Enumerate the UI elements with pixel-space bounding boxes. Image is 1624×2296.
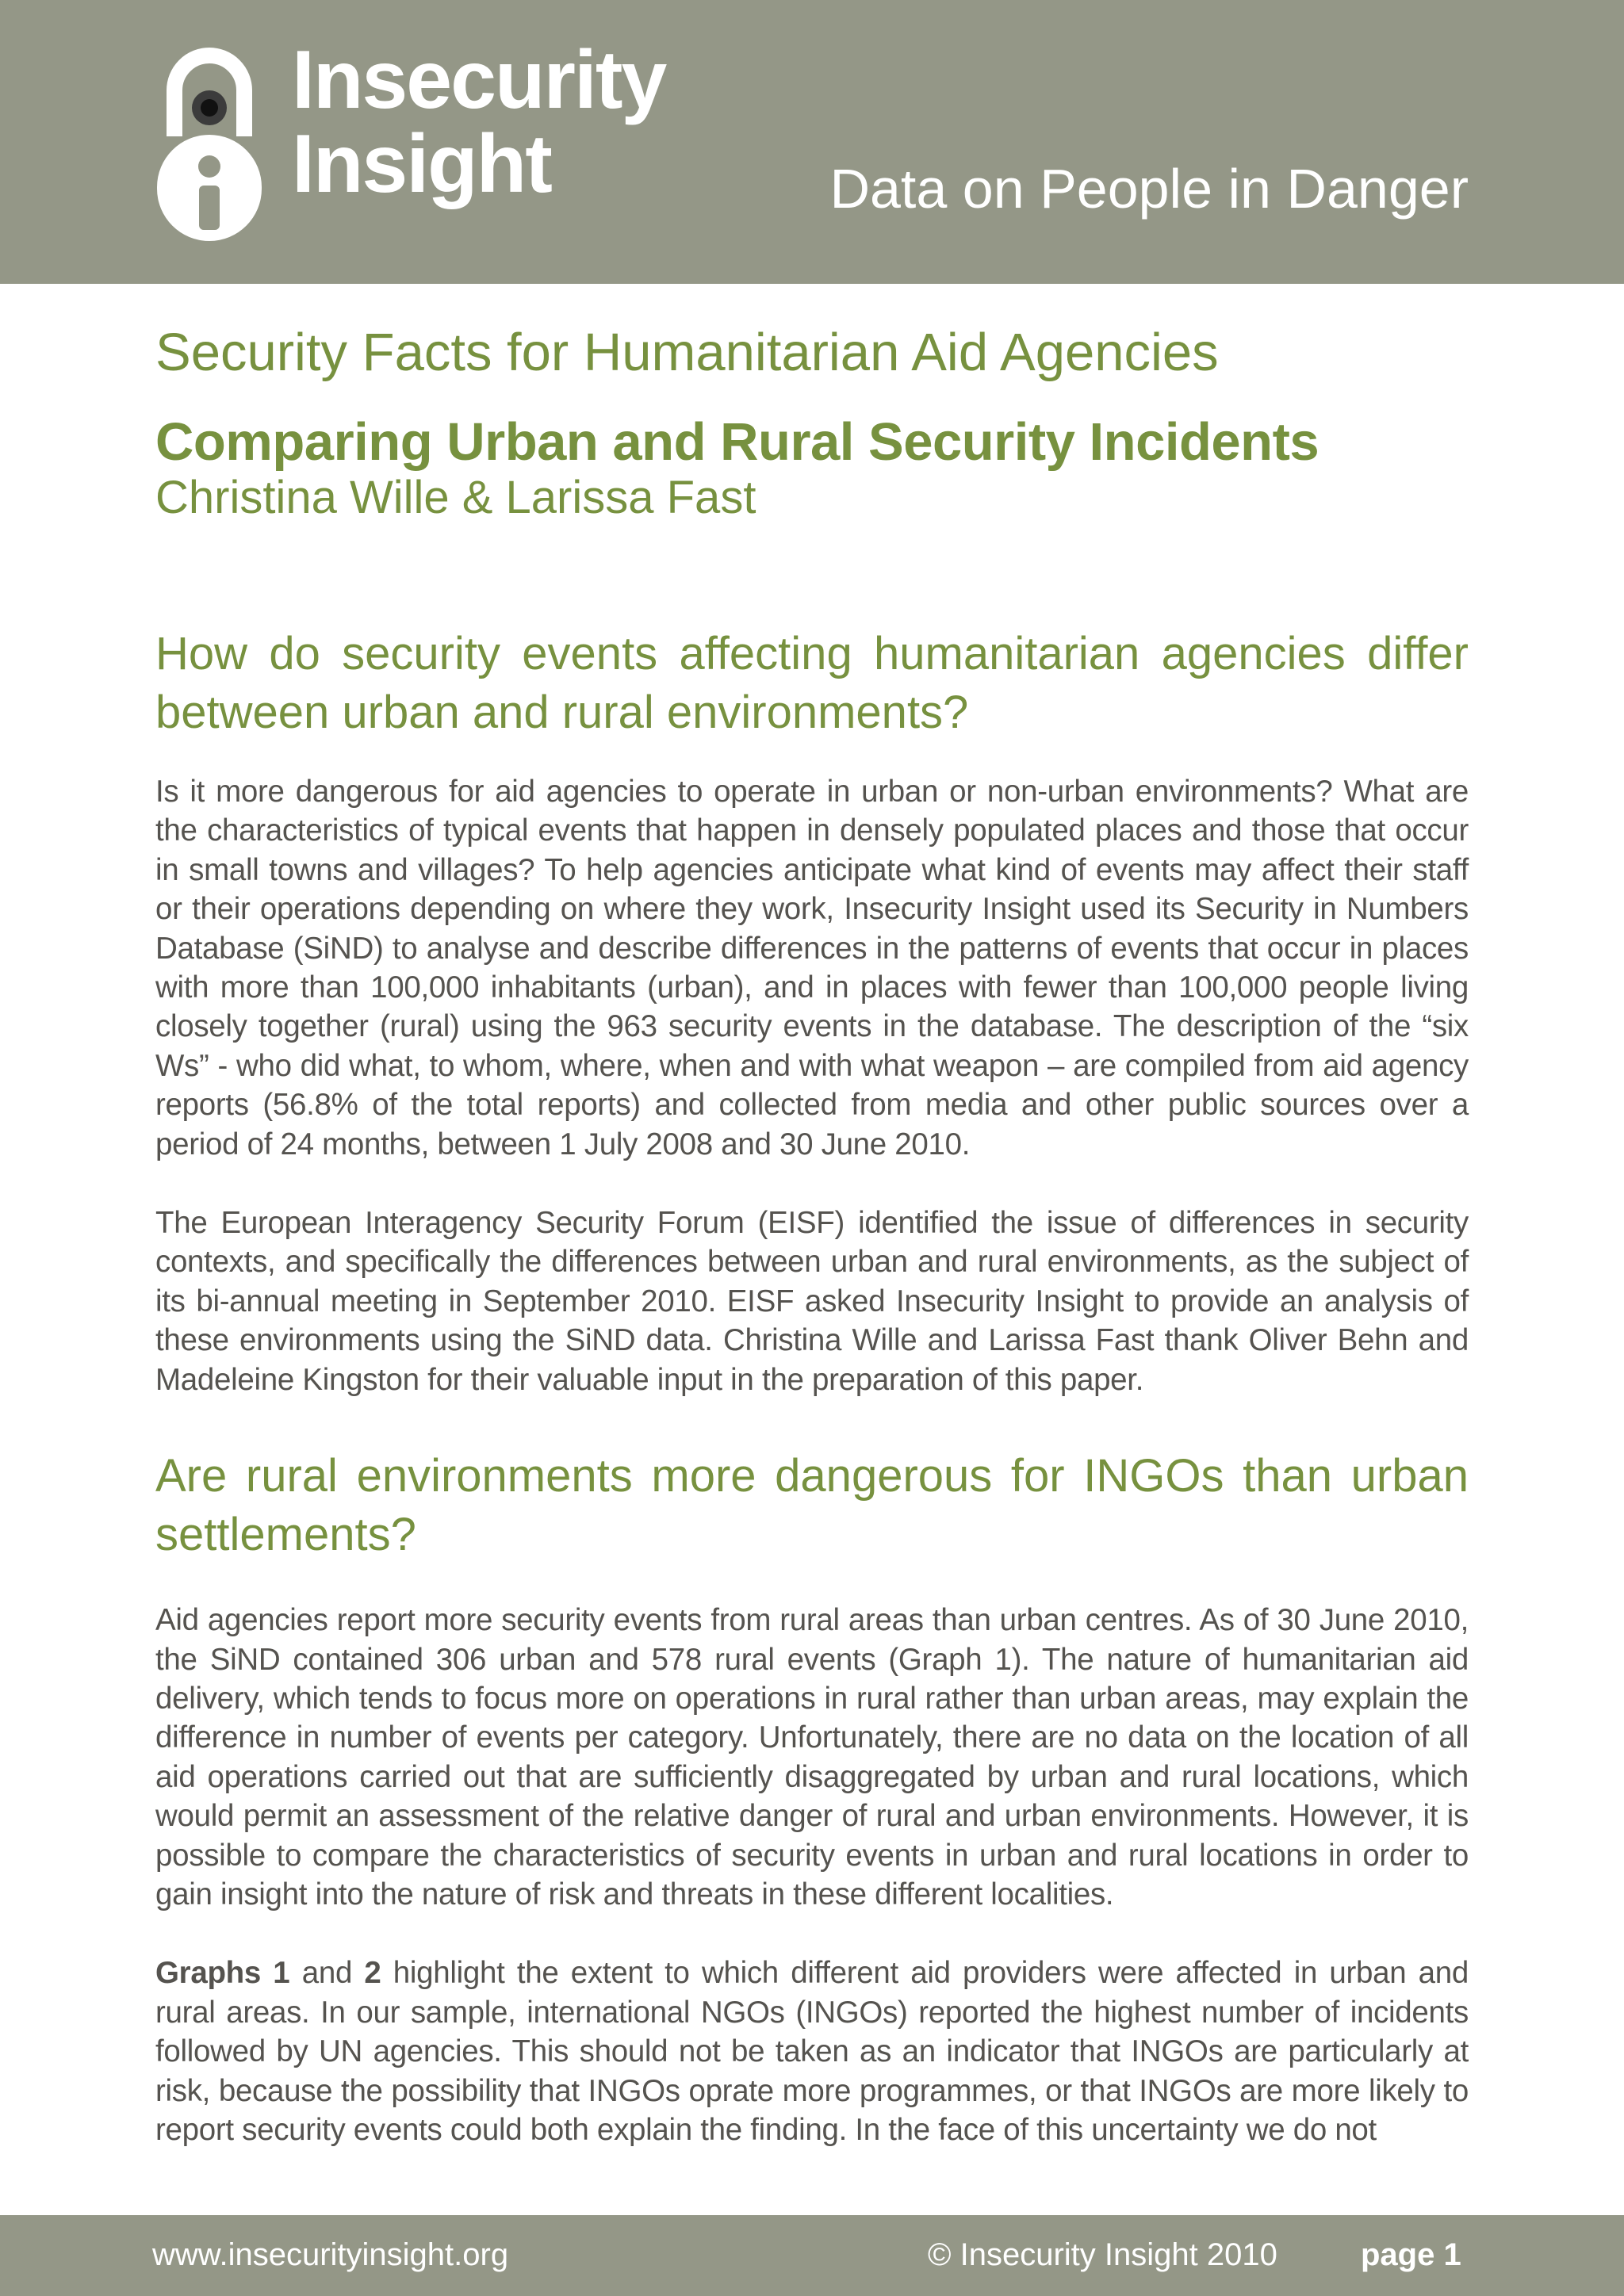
page-title: Comparing Urban and Rural Security Incidents — [155, 412, 1320, 472]
section-heading-rural-danger: Are rural environments more dangerous for INGOs than urban settlements? — [155, 1450, 1469, 1561]
header-band — [0, 0, 1624, 284]
brand-wordmark — [292, 34, 666, 210]
padlock-eye-logo-icon — [157, 41, 262, 241]
section-heading-urban-rural-differences: How do security events affecting humanitarian agencies differ between urban and rural environments? — [155, 628, 1469, 738]
paragraph-graphs — [155, 1954, 1469, 2149]
series-title: Security Facts for Humanitarian Aid Agencies — [155, 323, 1219, 382]
brand-line-1: Insecurity — [292, 34, 666, 126]
paragraph-rural-events: Aid agencies report more security events from rural areas than urban centres. As of 30 June 2010, the SiND contained 306 urban and 578 rural events (Graph 1). The nature of humanitarian aid delivery, which tends to focus more on operations in rural rather than urban areas, may explain the difference in number of events per category. Unfortunately, there are no data on the location of all aid operations carried out that are sufficiently disaggregated by urban and rural locations, which would permit an assessment of the relative danger of rural and urban environments. However, it is possible to compare the characteristics of security events in urban and rural locations in order to gain insight into the nature of risk and threats in these different localities. — [155, 1603, 1469, 1911]
header-tagline: Data on People in Danger — [829, 158, 1469, 220]
brand-line-2: Insight — [292, 118, 551, 210]
graphs-ref-joiner: and — [289, 1956, 365, 1991]
graphs-paragraph-text: highlight the extent to which different aid providers were affected in urban and rural areas. In our sample, international NGOs (INGOs) reported the highest number of incidents followed by UN agencies. This should not be taken as an indicator that INGOs are particularly at risk, because the possibility that INGOs oprate more programmes, or that INGOs are more likely to report security events could both explain the finding. In the face of this uncertainty we do not — [155, 1956, 1469, 2147]
graphs-ref-bold-2: 2 — [364, 1956, 381, 1991]
page-number: page 1 — [1361, 2237, 1461, 2272]
footer-website-link[interactable]: www.insecurityinsight.org — [152, 2237, 509, 2272]
paragraph-eisf: The European Interagency Security Forum (EISF) identified the issue of differences in security contexts, and specifically the differences between urban and rural environments, as the subject of its bi-annual meeting in September 2010. EISF asked Insecurity Insight to provide an analysis of these environments using the SiND data. Christina Wille and Larissa Fast thank Oliver Behn and Madeleine Kingston for their valuable input in the preparation of this paper. — [155, 1206, 1469, 1397]
document-body — [155, 317, 1469, 2149]
authors: Christina Wille & Larissa Fast — [155, 472, 756, 523]
footer-copyright: © Insecurity Insight 2010 — [928, 2237, 1277, 2272]
paragraph-intro: Is it more dangerous for aid agencies to operate in urban or non-urban environments? What are the characteristics of typical events that happen in densely populated places and those that occur in small towns and villages? To help agencies anticipate what kind of events may affect their staff or their operations depending on where they work, Insecurity Insight used its Security in Numbers Database (SiND) to analyse and describe differences in the patterns of events that occur in places with more than 100,000 inhabitants (urban), and in places with fewer than 100,000 people living closely together (rural) using the 963 security events in the database. The description of the “six Ws” - who did what, to whom, where, when and with what weapon – are compiled from aid agency reports (56.8% of the total reports) and collected from media and other public sources over a period of 24 months, between 1 July 2008 and 30 June 2010. — [155, 775, 1469, 1161]
graphs-ref-bold-1: Graphs 1 — [155, 1956, 290, 1991]
